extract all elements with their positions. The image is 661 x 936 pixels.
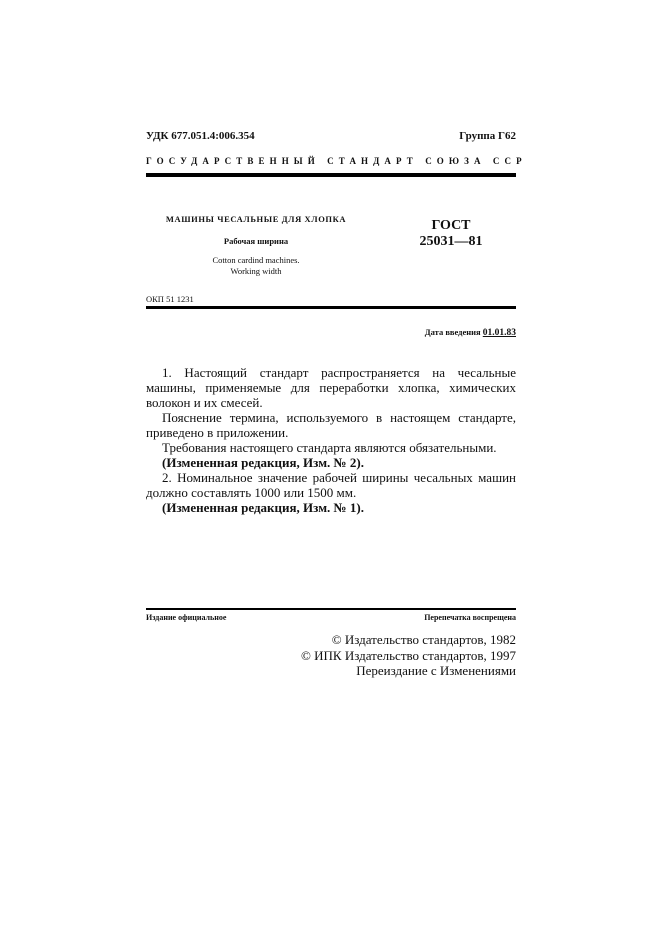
title-english (146, 255, 366, 277)
paragraph: 1. Настоящий стандарт распространяется на чесальные машины, применяемые для переработки хлопка, химических волокон и их смесей. (146, 365, 516, 410)
date-value: 01.01.83 (482, 328, 516, 338)
copyright-block (301, 632, 516, 679)
group-code: Группа Г62 (459, 130, 516, 142)
gost-number: 25031—81 (419, 234, 483, 249)
date-label: Дата введения (424, 327, 481, 337)
subtitle-russian: Рабочая ширина (223, 236, 289, 246)
state-standard-heading: ГОСУДАРСТВЕННЫЙ СТАНДАРТ СОЮЗА ССР (146, 156, 527, 166)
paragraph: Требования настоящего стандарта являются обязательными. (162, 440, 497, 455)
introduction-date (425, 327, 516, 338)
official-edition: Издание официальное (146, 613, 227, 622)
amendment-note: (Измененная редакция, Изм. № 1). (162, 500, 364, 515)
header-rule (146, 173, 516, 177)
okp-rule (146, 306, 516, 309)
document-page (146, 0, 527, 936)
reprint-prohibited: Перепечатка воспрещена (424, 613, 516, 622)
paragraph: Пояснение термина, используемого в настоящем стандарте, приведено в приложении. (146, 410, 516, 440)
title-english-line2: Working width (230, 266, 282, 276)
title-english-line1: Cotton cardind machines. (212, 255, 300, 265)
amendment-note: (Измененная редакция, Изм. № 2). (162, 455, 364, 470)
body-text (146, 365, 516, 515)
copyright-line: © Издательство стандартов, 1982 (331, 632, 516, 647)
reissue-note: Переиздание с Изменениями (356, 663, 516, 678)
udk-code: УДК 677.051.4:006.354 (146, 130, 255, 142)
footer-rule (146, 608, 516, 610)
title-russian: МАШИНЫ ЧЕСАЛЬНЫЕ ДЛЯ ХЛОПКА (165, 214, 347, 224)
gost-label: ГОСТ (431, 218, 471, 233)
okp-code: ОКП 51 1231 (146, 294, 194, 304)
paragraph: 2. Номинальное значение рабочей ширины чесальных машин должно составлять 1000 или 1500 мм. (146, 470, 516, 500)
gost-designation (406, 218, 496, 250)
copyright-line: © ИПК Издательство стандартов, 1997 (301, 647, 516, 663)
